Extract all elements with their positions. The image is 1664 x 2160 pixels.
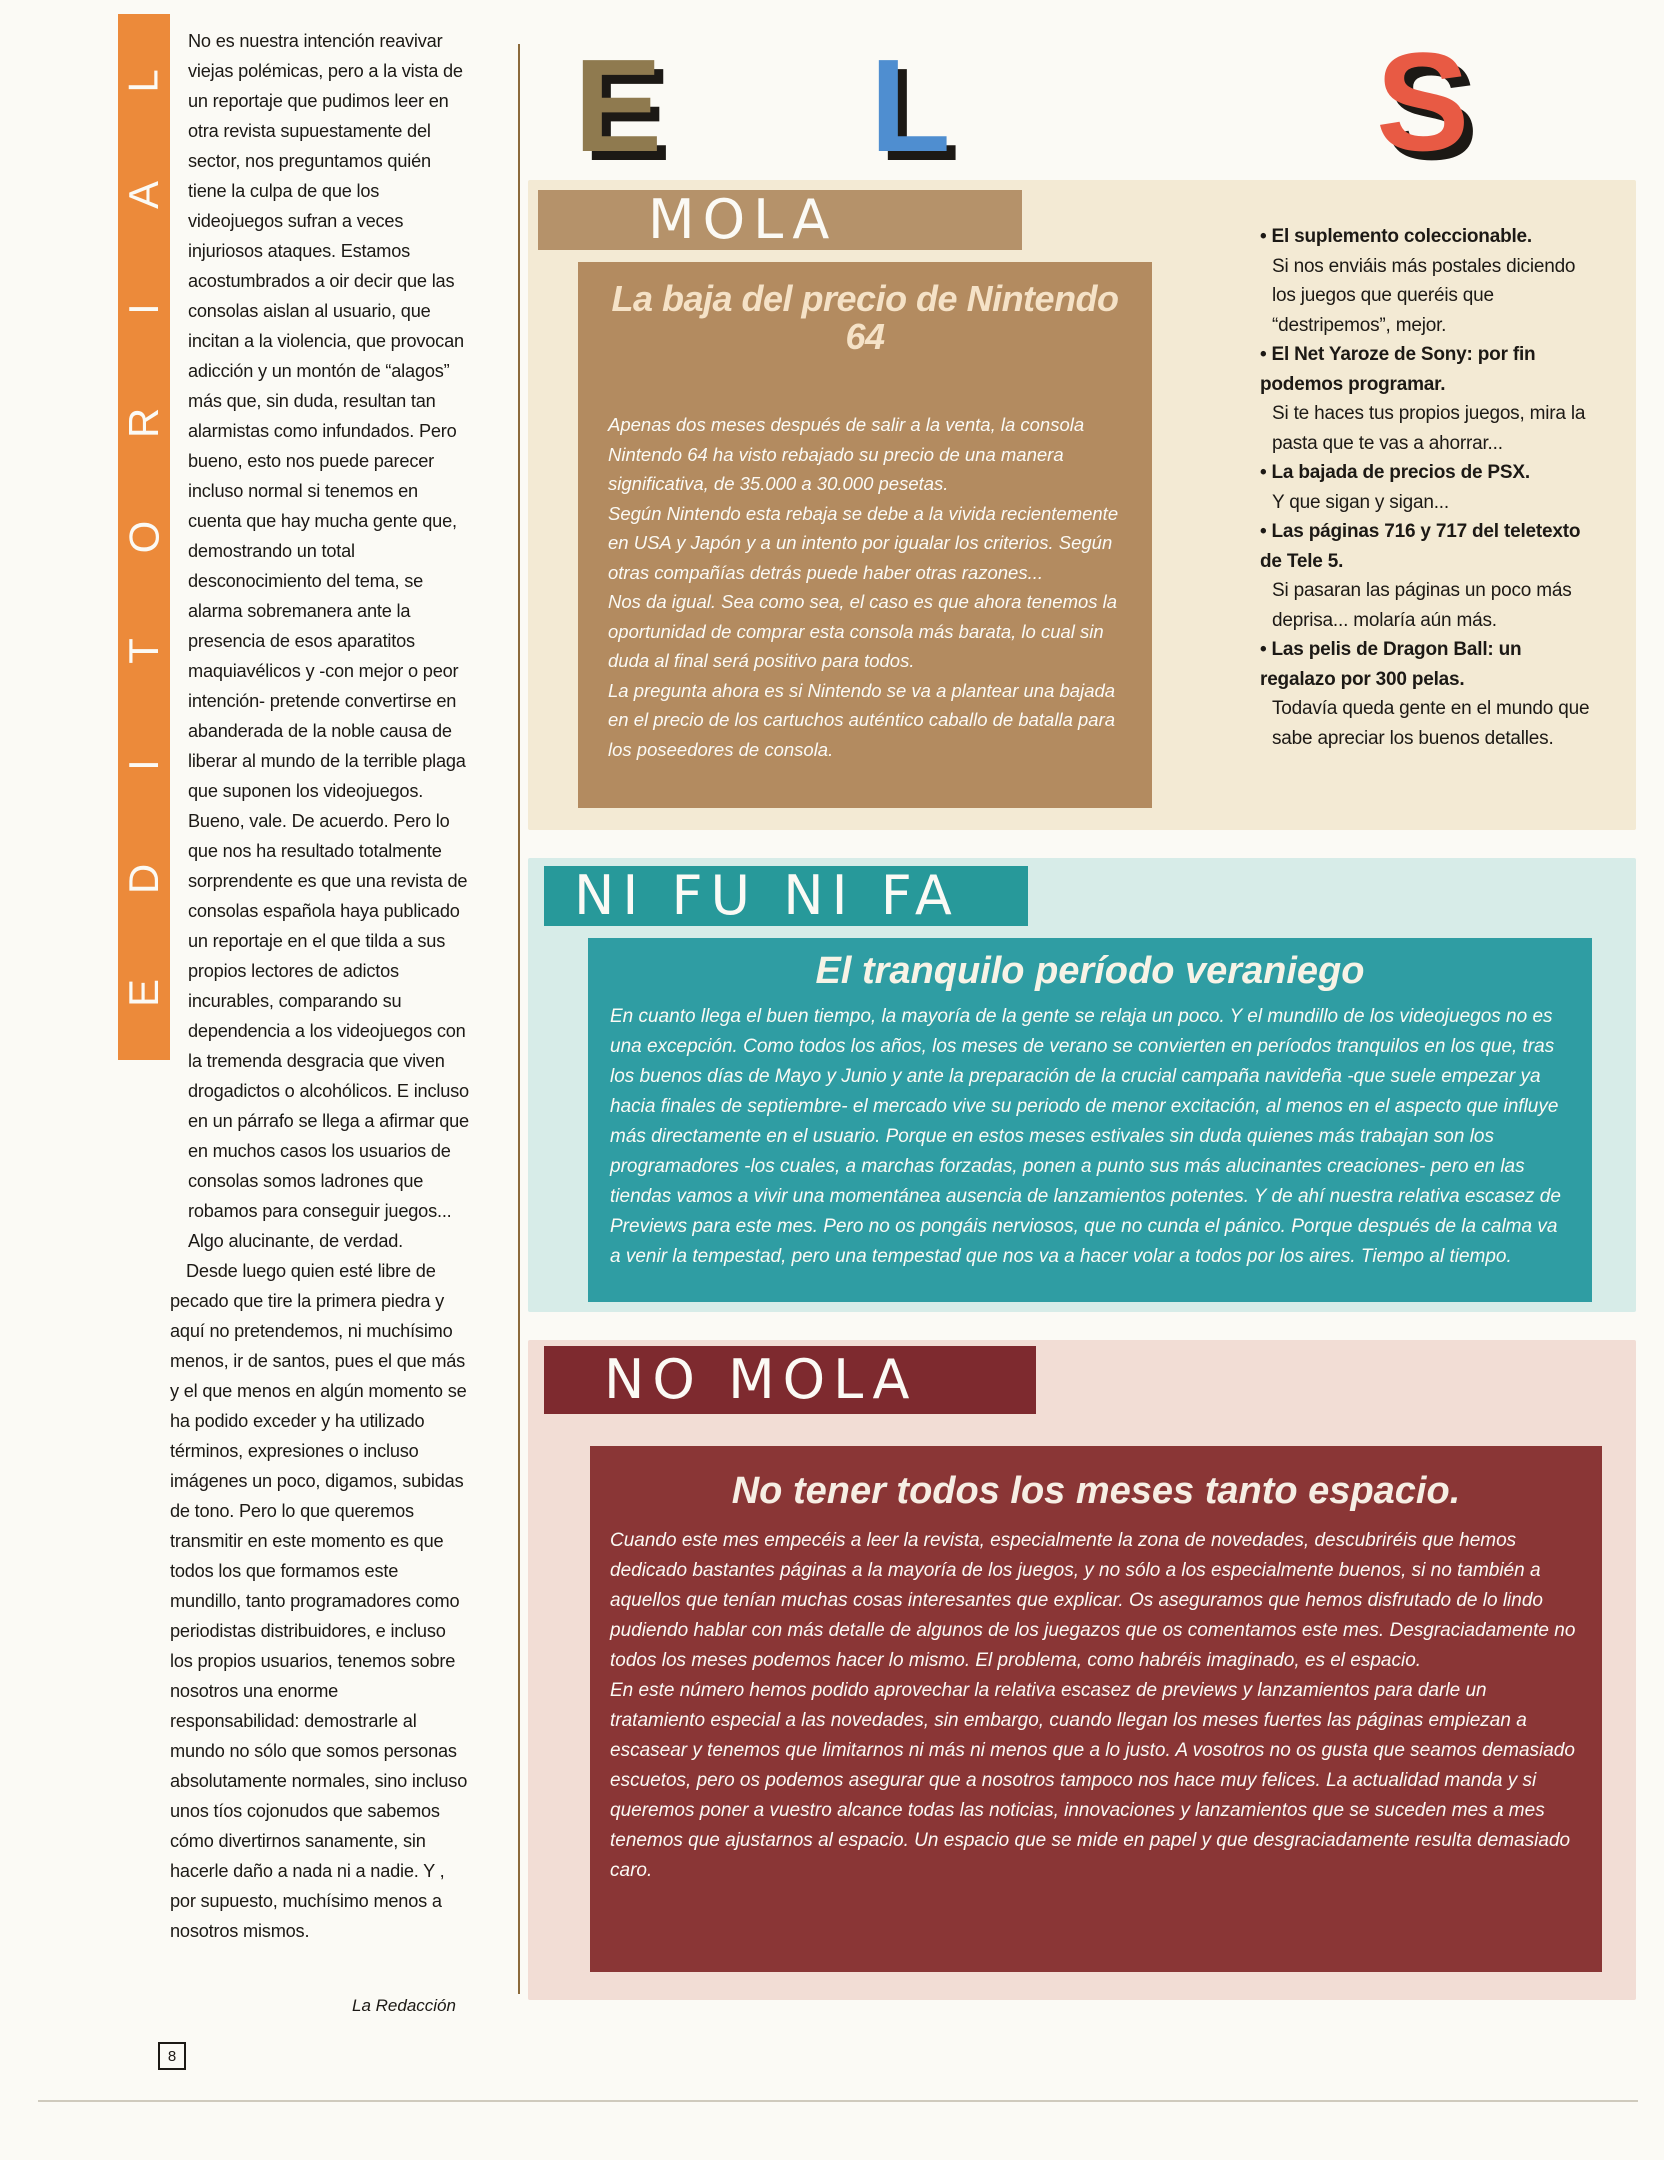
mola-headline: La baja del precio de Nintendo 64 — [611, 278, 1119, 357]
nifu-body: En cuanto llega el buen tiempo, la mayoría de la gente se relaja un poco. Y el mundillo de los videojuegos no es una excepción. Como todos los años, los meses de verano se convierten en períodos tranquilos en los que, tras los buenos días de Mayo y Junio y ante la preparación de la crucial campaña navideña -que suele empezar ya hacia finales de septiembre- el mercado vive su periodo de menor excitación, al menos en el aspecto que influye más directamente en el usuario. Porque en estos meses estivales sin duda quienes más trabajan son los programadores -los cuales, a marchas forzadas, ponen a punto sus más alucinantes creaciones- pero en las tiendas vamos a vivir una momentánea ausencia de lanzamientos potentes. Y de ahí nuestra relativa escasez de Previews para este mes. Pero no os pongáis nerviosos, que no cunda el pánico. Porque después de la calma va a venir la tempestad, pero una tempestad que nos va a hacer volar a todos por los aires. Tiempo al tiempo. — [610, 1006, 1561, 1267]
nomola-feature-box — [590, 1446, 1602, 1972]
mola-feature-box — [578, 262, 1152, 808]
editorial-letter: E — [119, 978, 167, 1008]
list-item-title: • El Net Yaroze de Sony: por fin podemos programar. — [1260, 340, 1596, 399]
mola-section-tab: MOLA — [538, 190, 1022, 250]
editorial-letter: R — [120, 407, 167, 439]
editorial-vertical-banner — [118, 14, 170, 1060]
header-letter-l: L — [870, 32, 951, 179]
editorial-letter: D — [120, 863, 167, 895]
list-item-text: Todavía queda gente en el mundo que sabe apreciar los buenos detalles. — [1272, 698, 1590, 749]
nifu-headline: El tranquilo período veraniego — [815, 950, 1365, 992]
column-divider — [518, 44, 520, 1994]
list-item-text: Si te haces tus propios juegos, mira la pasta que te vas a ahorrar... — [1272, 403, 1586, 454]
editorial-letter: I — [119, 759, 167, 771]
editorial-paragraph: Desde luego quien esté libre de pecado que tire la primera piedra y aquí no pretendemos, ni muchísimo menos, ir de santos, pues el que más y el que menos en algún momento se ha podido exceder y ha utilizado términos, expresiones o incluso imágenes un poco, digamos, subidas de tono. Pero lo que queremos transmitir en este momento es que todos los que formamos este mundillo, tanto programadores como periodistas distribuidores, e incluso los propios usuarios, tenemos sobre nosotros una enorme responsabilidad: demostrarle al mundo no sólo que somos personas absolutamente normales, sino incluso unos tíos cojonudos que sabemos cómo divertirnos sanamente, sin hacerle daño a nada ni a nadie. Y , por supuesto, muchísimo menos a nosotros mismos. — [170, 1261, 468, 1941]
header-letter-e: E — [574, 32, 663, 179]
editorial-letter: I — [119, 303, 167, 315]
mola-body: Apenas dos meses después de salir a la venta, la consola Nintendo 64 ha visto rebajado su precio de una manera significativa, de 35.000 a 30.000 pesetas. Según Nintendo esta rebaja se debe a la vivida recientemente en USA y Japón y a un intento por igualar los criterios. Según otras compañías detrás puede haber otras razones... Nos da igual. Sea como sea, el caso es que ahora tenemos la oportunidad de comprar esta consola más barata, lo cual sin duda al final será positivo para todos. La pregunta ahora es si Nintendo se va a plantear una bajada en el precio de los cartuchos auténtico caballo de batalla para los poseedores de consola. — [608, 414, 1119, 760]
editorial-letter: O — [119, 520, 167, 554]
list-item-title: • Las pelis de Dragon Ball: un regalazo por 300 pelas. — [1260, 635, 1596, 694]
editorial-signature: La Redacción — [352, 1996, 456, 2015]
nifu-feature-box — [588, 938, 1592, 1302]
list-item-title: • La bajada de precios de PSX. — [1260, 458, 1596, 488]
list-item-text: Y que sigan y sigan... — [1272, 491, 1449, 513]
list-item-title: • Las páginas 716 y 717 del teletexto de Tele 5. — [1260, 517, 1596, 576]
page-number: 8 — [158, 2042, 186, 2070]
editorial-column — [170, 26, 470, 1946]
mola-bullet-list — [1260, 222, 1596, 753]
header-letter-s: S — [1376, 23, 1470, 180]
list-item-title: • El suplemento coleccionable. — [1260, 222, 1596, 252]
nomola-body: Cuando este mes empecéis a leer la revista, especialmente la zona de novedades, descubriréis que hemos dedicado bastantes páginas a la mayoría de los juegos, y no sólo a los especialmente buenos, si no también a aquellos que tenían muchas cosas interesantes que explicar. Os aseguramos que hemos disfrutado de lo lindo pudiendo hablar con más detalle de algunos de los juegazos que os comentamos este mes. Desgraciadamente no todos los meses podemos hacer lo mismo. El problema, como habréis imaginado, es el espacio. En este número hemos podido aprovechar la relativa escasez de previews y lanzamientos para darle un tratamiento especial a las novedades, sin embargo, cuando llegan los meses fuertes las páginas empiezan a escasear y tenemos que limitarnos ni más ni menos que a lo justo. A vosotros no os gusta que seamos demasiado escuetos, pero os podemos asegurar que a nosotros tampoco nos hace muy felices. La actualidad manda y si queremos poner a vuestro alcance todas las noticias, innovaciones y lanzamientos que se suceden mes a mes tenemos que ajustarnos al espacio. Un espacio que se mide en papel y que desgraciadamente resulta demasiado caro. — [610, 1530, 1576, 1881]
editorial-letter: L — [119, 69, 167, 93]
nomola-section-tab: NO MOLA — [544, 1346, 1036, 1414]
list-item-text: Si pasaran las páginas un poco más deprisa... molaría aún más. — [1272, 580, 1572, 631]
nifu-section-tab: NI FU NI FA — [544, 866, 1028, 926]
list-item-text: Si nos enviáis más postales diciendo los juegos que queréis que “destripemos”, mejor. — [1272, 255, 1576, 336]
editorial-paragraph: No es nuestra intención reavivar viejas polémicas, pero a la vista de un reportaje que pudimos leer en otra revista supuestamente del sector, nos preguntamos quién tiene la culpa de que los videojuegos sufran a veces injuriosos ataques. Estamos acostumbrados a oir decir que las consolas aislan al usuario, que incitan a la violencia, que provocan adicción y un montón de “alagos” más que, sin duda, resultan tan alarmistas como infundados. Pero bueno, esto nos puede parecer incluso normal si tenemos en cuenta que hay mucha gente que, demostrando un total desconocimiento del tema, se alarma sobremanera ante la presencia de esos aparatitos maquiavélicos y -con mejor o peor intención- pretende convertirse en abanderada de la noble causa de liberar al mundo de la terrible plaga que suponen los videojuegos. Bueno, vale. De acuerdo. Pero lo que nos ha resultado totalmente sorprendente es que una revista de consolas española haya publicado un reportaje en el que tilda a sus propios lectores de adictos incurables, comparando su dependencia a los videojuegos con la tremenda desgracia que viven drogadictos o alcohólicos. E incluso en un párrafo se llega a afirmar que en muchos casos los usuarios de consolas somos ladrones que robamos para conseguir juegos... Algo alucinante, de verdad. — [188, 31, 469, 1251]
editorial-letter: A — [119, 180, 167, 210]
nomola-headline: No tener todos los meses tanto espacio. — [731, 1470, 1461, 1512]
editorial-letter: T — [120, 638, 167, 664]
